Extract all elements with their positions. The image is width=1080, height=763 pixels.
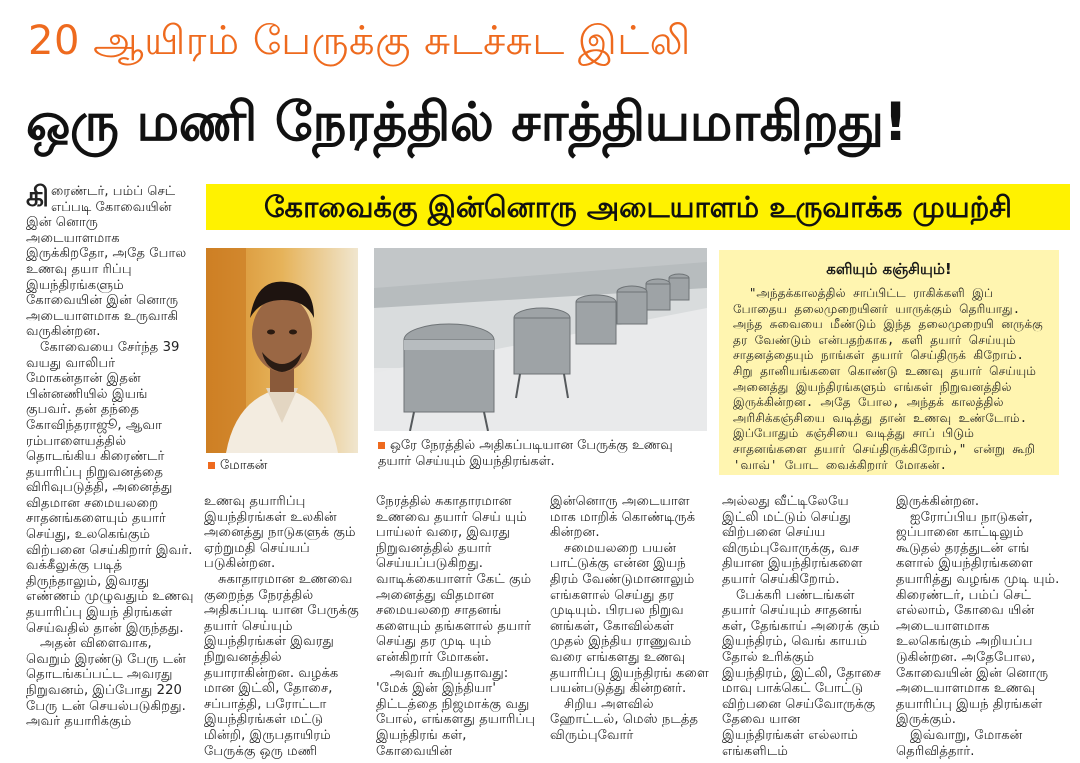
machines-caption: ஒரே நேரத்தில் அதிகப்படியான பேருக்கு உணவு தயார் செய்யும் இயந்திரங்கள். <box>378 438 673 469</box>
article-paragraph: இன்னொரு அடையாள மாக மாறிக் கொண்டிருக் கின்றன. <box>550 494 696 541</box>
drop-cap: கி <box>26 180 49 213</box>
portrait-photo <box>206 248 358 453</box>
article-paragraph: அவர் கூறியதாவது: 'மேக் இன் இந்தியா' திட்டத்தை நிஜமாக்கு வது போல், எங்களது தயாரிப்பு இயந்திரங் கள், கோவையின் <box>376 665 536 759</box>
article-column-5 <box>722 494 882 759</box>
sidebar-title: களியும் கஞ்சியும்! <box>826 260 952 278</box>
article-paragraph: இருக்கின்றன. <box>896 494 980 509</box>
main-headline: ஒரு மணி நேரத்தில் சாத்தியமாகிறது! <box>26 92 908 153</box>
article-paragraph: உணவு தயாரிப்பு இயந்திரங்கள் உலகின் அனைத்து நாடுகளுக் கும் ஏற்றுமதி செய்யப் படுகின்றன. <box>204 494 356 572</box>
article-paragraph: இவ்வாறு, மோகன் தெரிவித்தார். <box>896 727 1023 759</box>
article-paragraph: கோவையை சேர்ந்த 39 வயது வாலிபர் மோகன்தான் இதன் பின்னணியில் இயங் குபவர். தன் தந்தை கோவிந்தராஜூ, ஆவா ரம்பாளையத்தில் தொடங்கிய கிரைண்டர் தயாரிப்பு நிறுவனத்தை விரிவுபடுத்தி, அனைத்து விதமான சமையலறை சாதனங்களையும் தயார் செய்து, உலகெங்கும் விற்பனை செய்கிறார் இவர். வக்கீலுக்கு படித் திருந்தாலும், இவரது எண்ணம் முழுவதும் உணவு தயாரிப்பு இயந் திரங்கள் செய்வதில் தான் இருந்தது. <box>26 339 194 636</box>
article-paragraph: கிரைண்டர், பம்ப் செட் எப்படி கோவையின் இன் னொரு அடையாளமாக இருக்கிறதோ, அதே போல உணவு தயா ரிப்பு இயந்திரங்களும் கோவையின் இன் னொரு அடையாளமாக உருவாகி வருகின்றன. <box>26 180 187 340</box>
sub-headline-banner: கோவைக்கு இன்னொரு அடையாளம் உருவாக்க முயற்சி <box>206 184 1070 230</box>
article-paragraph: ஐரோப்பிய நாடுகள், ஜப்பானை காட்டிலும் கூடுதல் தரத்துடன் எங் களால் இயந்திரங்களை தயாரித்து வழங்க முடி யும். கிரைண்டர், பம்ப் செட் எல்லாம், கோவை யின் அடையாளமாக உலகெங்கும் அறியப்ப டுகின்றன. அதேபோல, கோவையின் இன் னொரு அடையாளமாக உணவு தயாரிப்பு இயந் திரங்கள் இருக்கும். <box>896 509 1060 728</box>
caption-marker <box>378 442 385 449</box>
kicker-headline: 20 ஆயிரம் பேருக்கு சுடச்சுட இட்லி <box>28 18 691 64</box>
machines-photo <box>374 248 707 431</box>
article-column-4 <box>550 494 710 744</box>
article-column-3 <box>376 494 536 759</box>
article-paragraph: சமையலறை பயன் பாட்டுக்கு என்ன இயந் திரம் வேண்டுமானாலும் எங்களால் செய்து தர முடியும். பிரபல நிறுவ னங்கள், கோவில்கள் முதல் இந்திய ராணுவம் வரை எங்களது உணவு தயாரிப்பு இயந்திரங் களை பயன்படுத்து கின்றனர். <box>550 540 709 697</box>
article-paragraph: நேரத்தில் சுகாதாரமான உணவை தயார் செய் யும் பாய்லர் வரை, இவரது நிறுவனத்தில் தயார் செய்யப்படுகிறது. வாடிக்கையாளர் கேட் கும் அனைத்து விதமான சமையலறை சாதனங் களையும் தங்களால் தயார் செய்து தர முடி யும் என்கிறார் மோகன். <box>376 494 532 665</box>
article-paragraph: அல்லது வீட்டிலேயே இட்லி மட்டும் செய்து விற்பனை செய்ய விரும்புவோருக்கு, வச தியான இயந்திரங்களை தயார் செய்கிறோம். <box>722 494 863 587</box>
article-paragraph: அதன் விளைவாக, வெறும் இரண்டு பேரு டன் தொடங்கப்பட்ட அவரது நிறுவனம், இப்போது 220 பேரு டன் செயல்படுகிறது. அவர் தயாரிக்கும் <box>26 636 186 730</box>
portrait-caption: மோகன் <box>208 458 358 474</box>
quote-sidebar <box>719 250 1059 475</box>
caption-marker <box>208 462 215 469</box>
article-paragraph: சுகாதாரமான உணவை குறைந்த நேரத்தில் அதிகப்படி யான பேருக்கு தயார் செய்யும் இயந்திரங்கள் இவரது நிறுவனத்தில் தயாராகின்றன. வழக்க மான இட்லி, தோசை, சப்பாத்தி, பரோட்டா இயந்திரங்கள் மட்டு மின்றி, இருபதாயிரம் பேருக்கு ஒரு மணி <box>204 571 359 759</box>
article-column-2 <box>204 494 359 759</box>
article-paragraph: சிறிய அளவில் ஹோட்டல், மெஸ் நடத்த விரும்புவோர் <box>550 696 699 743</box>
sidebar-body: "அந்தக்காலத்தில் சாப்பிட்ட ராகிக்களி இப் போதைய தலைமுறையினர் யாருக்கும் தெரியாது. அந்த சுவையை மீண்டும் இந்த தலைமுறையி னருக்கு தர வேண்டும் என்பதற்காக, களி தயார் செய்யும் சாதனத்தையும் நாங்கள் தயார் செய்திருக் கிறோம். சிறு தானியங்களை கொண்டு உணவு தயார் செய்யும் அனைத்து இயந்திரங்களும் எங்கள் நிறுவனத்தில் இருக்கின்றன. அதே போல, அந்தக் காலத்தில் அரிசிக்கஞ்சியை வடித்து தான் உணவு உண்டோம். இப்போதும் கஞ்சியை வடித்து சாப் பிடும் சாதனங்களை தயார் செய்திருக்கிறோம்," என்று கூறி 'வாவ்' போட வைக்கிறார் மோகன். <box>733 286 1043 472</box>
article-paragraph: பேக்கரி பண்டங்கள் தயார் செய்யும் சாதனங் கள், தேங்காய் அரைக் கும் இயந்திரம், வெங் காயம் தோல் உரிக்கும் இயந்திரம், இட்லி, தோசை மாவு பாக்கெட் போட்டு விற்பனை செய்வோருக்கு தேவை யான இயந்திரங்கள் எல்லாம் எங்களிடம் <box>722 587 881 759</box>
article-column-6 <box>896 494 1061 759</box>
article-column-1 <box>26 180 194 730</box>
